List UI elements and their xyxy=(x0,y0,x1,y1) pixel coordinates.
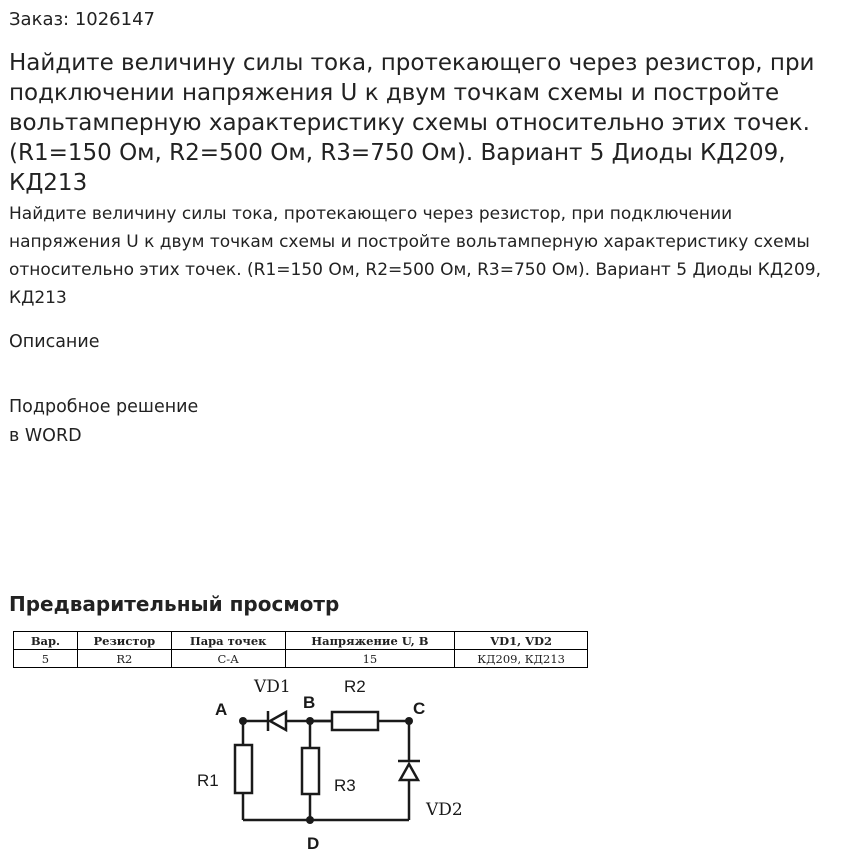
table-cell: С-А xyxy=(171,650,285,668)
variant-table xyxy=(13,631,588,668)
page-title: Найдите величину силы тока, протекающего через резистор, при подключении напряжения U к двум точкам схемы и постройте вольтамперную характеристику схемы относительно этих точек. (R1=150 Ом, R2=500 Ом, R3=750 Ом). Вариант 5 Диоды КД209, КД213 xyxy=(9,50,815,196)
description-label: Описание xyxy=(9,332,100,352)
table-cell: R2 xyxy=(77,650,171,668)
header-cell: Пара точек xyxy=(171,632,285,650)
table-header-row xyxy=(14,632,588,650)
node-b-dot xyxy=(306,717,314,725)
task-description: Найдите величину силы тока, протекающего через резистор, при подключении напряжения U к двум точкам схемы и постройте вольтамперную характеристику схемы относительно этих точек. (R1=150 Ом, R2=500 Ом, R3=750 Ом). Вариант 5 Диоды КД209, КД213 xyxy=(9,204,821,308)
node-d-label: D xyxy=(307,834,320,853)
order-number: Заказ: 1026147 xyxy=(9,9,155,30)
node-c-label: C xyxy=(413,699,426,718)
vd1-label: VD1 xyxy=(254,677,291,697)
solution-line-2: в WORD xyxy=(9,426,82,446)
r3-resistor xyxy=(302,748,319,794)
r3-label: R3 xyxy=(334,776,356,795)
node-d-dot xyxy=(306,816,314,824)
node-c-dot xyxy=(405,717,413,725)
r1-resistor xyxy=(235,745,252,793)
table-cell: КД209, КД213 xyxy=(455,650,588,668)
vd2-label: VD2 xyxy=(426,800,463,820)
node-a-dot xyxy=(239,717,247,725)
r2-label: R2 xyxy=(344,677,366,696)
header-cell: Вар. xyxy=(14,632,78,650)
header-cell: Напряжение U, В xyxy=(285,632,455,650)
circuit-diagram xyxy=(180,668,480,858)
vd1-diode xyxy=(268,711,286,731)
header-cell: Резистор xyxy=(77,632,171,650)
table-cell: 5 xyxy=(14,650,78,668)
r2-resistor xyxy=(332,712,378,730)
vd2-diode xyxy=(398,761,420,780)
node-b-label: B xyxy=(303,693,316,712)
table-row xyxy=(14,650,588,668)
r1-label: R1 xyxy=(197,771,219,790)
header-cell: VD1, VD2 xyxy=(455,632,588,650)
table-cell: 15 xyxy=(285,650,455,668)
solution-info xyxy=(9,393,198,451)
preview-heading: Предварительный просмотр xyxy=(9,592,340,616)
node-a-label: A xyxy=(215,700,228,719)
solution-line-1: Подробное решение xyxy=(9,397,199,417)
